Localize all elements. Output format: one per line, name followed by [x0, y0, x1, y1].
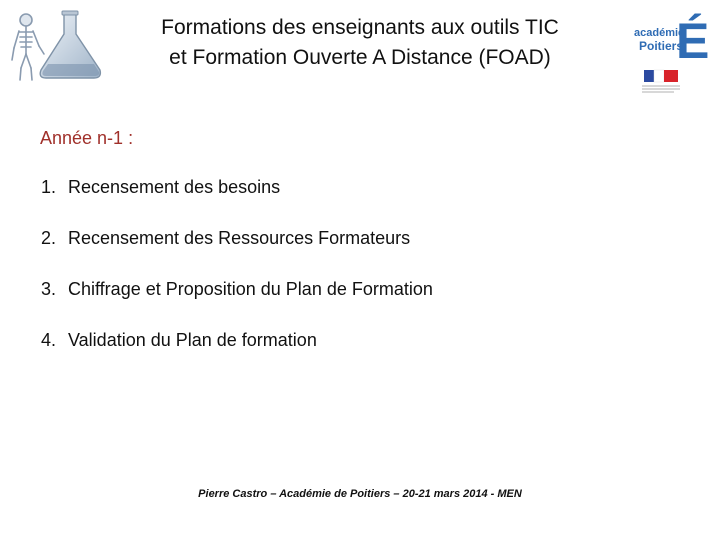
list-item — [41, 226, 433, 277]
list-item — [41, 277, 433, 328]
skeleton-and-flask-icon — [6, 8, 110, 84]
section-subheading: Année n-1 : — [40, 128, 134, 148]
step-text: Validation du Plan de formation — [68, 330, 317, 350]
step-number: 4. — [41, 330, 57, 350]
french-republic-flag-icon — [642, 70, 680, 92]
step-text: Recensement des besoins — [68, 177, 281, 197]
title-line-2: et Formation Ouverte A Distance (FOAD) — [169, 46, 551, 69]
step-number: 1. — [41, 177, 57, 197]
step-text: Chiffrage et Proposition du Plan de Formation — [68, 279, 433, 299]
title-line-1: Formations des enseignants aux outils TIC — [161, 16, 559, 39]
academie-poitiers-logo — [630, 4, 716, 96]
list-item — [41, 175, 433, 226]
logo-text-academie: académie — [634, 27, 685, 39]
step-number: 3. — [41, 279, 57, 299]
logo-letter: É — [676, 13, 710, 69]
step-number: 2. — [41, 228, 57, 248]
footer-credit: Pierre Castro – Académie de Poitiers – 20-21 mars 2014 - MEN — [198, 488, 522, 500]
page-title — [140, 13, 580, 73]
logo-text-poitiers: Poitiers — [639, 39, 684, 53]
list-item — [41, 328, 433, 379]
steps-list — [41, 175, 433, 379]
step-text: Recensement des Ressources Formateurs — [68, 228, 411, 248]
